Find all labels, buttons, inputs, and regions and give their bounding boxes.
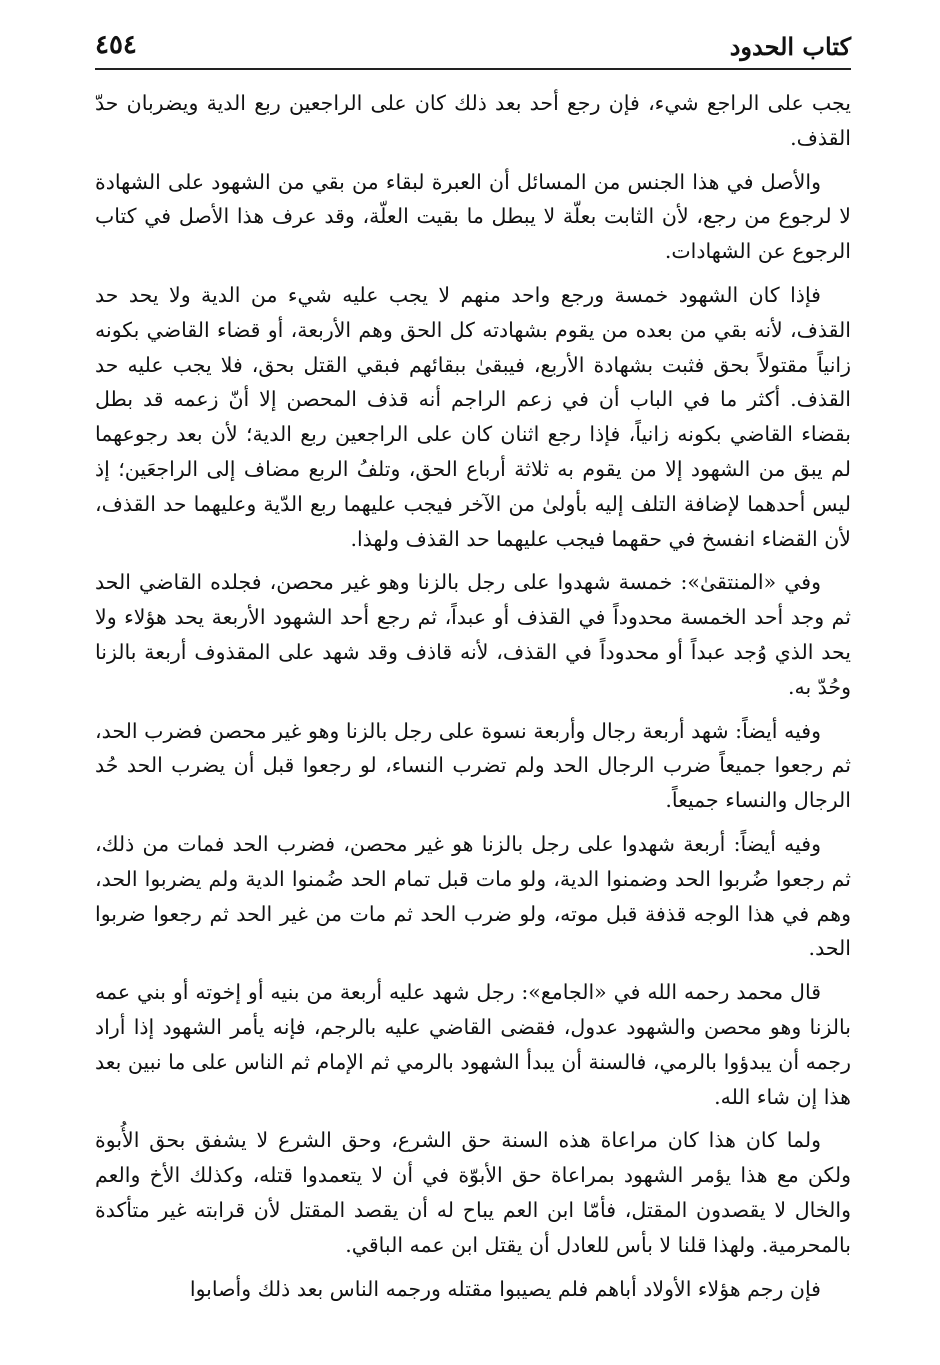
paragraph-4: وفي «المنتقىٰ»: خمسة شهدوا على رجل بالزنا وهو غير محصن، فجلده القاضي الحد ثم وجد أحد الخمسة محدوداً في القذف أو عبداً، ثم رجع أحد الشهود الأربعة يحد هؤلاء ولا يحد الذي وُجد عبداً أو محدوداً في القذف، لأنه قاذف وقد شهد على المقذوف أربعة بالزنا وحُدّ به. <box>95 570 851 699</box>
body-text <box>95 86 851 1315</box>
paragraph-5: وفيه أيضاً: شهد أربعة رجال وأربعة نسوة على رجل بالزنا وهو غير محصن فضرب الحد، ثم رجعوا جميعاً ضرب الرجال الحد ولم تضرب النساء، لو رجعوا قبل أن يضرب الحد حُد الرجال والنساء جميعاً. <box>95 718 851 813</box>
paragraph-7: قال محمد رحمه الله في «الجامع»: رجل شهد عليه أربعة من بنيه أو إخوته أو بني عمه بالزنا وهو محصن والشهود عدول، فقضى القاضي عليه بالرجم، فإنه يأمر الشهود إذا أراد رجمه أن يبدؤوا بالرمي، فالسنة أن يبدأ الشهود بالرمي ثم الإمام ثم الناس على ما نبين بعد هذا إن شاء الله. <box>95 980 851 1109</box>
paragraph-6: وفيه أيضاً: أربعة شهدوا على رجل بالزنا هو غير محصن، فضرب الحد فمات من ذلك، ثم رجعوا ضُربوا الحد وضمنوا الدية، ولو مات قبل تمام الحد ضُمنوا الدية ولم يضربوا الحد، وهم في هذا الوجه قذفة قبل موته، ولو ضرب الحد ثم مات من غير الحد ثم رجعوا ضربوا الحد. <box>95 831 851 961</box>
page-header <box>95 30 851 70</box>
paragraph-1: يجب على الراجع شيء، فإن رجع أحد بعد ذلك كان على الراجعين ربع الدية ويضربان حدّ القذف. <box>95 91 851 150</box>
page-number: ٤٥٤ <box>95 30 137 60</box>
paragraph-9: فإن رجم هؤلاء الأولاد أباهم فلم يصيبوا مقتله ورجمه الناس بعد ذلك وأصابوا <box>189 1276 821 1301</box>
paragraph-8: ولما كان هذا كان مراعاة هذه السنة حق الشرع، وحق الشرع لا يشفق بحق الأُبوة ولكن مع هذا يؤمر الشهود بمراعاة حق الأبوّة في أن لا يتعمدوا قتله، وكذلك الأخ والعم والخال لا يقصدون المقتل، فأمّا ابن العم يباح له أن يقصد المقتل لأن قرابته غير متأكدة بالمحرمية. ولهذا قلنا لا بأس للعادل أن يقتل ابن عمه الباقي. <box>95 1128 851 1257</box>
running-title: كتاب الحدود <box>729 32 851 61</box>
paragraph-3: فإذا كان الشهود خمسة ورجع واحد منهم لا يجب عليه شيء من الدية ولا يحد حد القذف، لأنه بقي من بعده من يقوم بشهادته كل الحق وهم الأربعة، أو قضاء القاضي بكونه زانياً مقتولاً بحق فثبت بشهادة الأربع، فيبقىٰ ببقائهم فبقي القتل بحق، فلا يجب عليه حد القذف. أكثر ما في الباب أن في زعم الراجم أنه قذف المحصن إلا أنّ زعمه قد بطل بقضاء القاضي بكونه زانياً، فإذا رجع اثنان كان على الراجعين ربع الدية؛ لأن بعد رجوعهما لم يبق من الشهود إلا من يقوم به ثلاثة أرباع الحق، وتلفُ الربع مضاف إلى الراجعَين؛ إذ ليس أحدهما لإضافة التلف إليه بأولىٰ من الآخر فيجب عليهما ربع الدّية وعليهما حد القذف، لأن القضاء انفسخ في حقهما فيجب عليهما حد القذف ولهذا. <box>95 282 851 551</box>
paragraph-2: والأصل في هذا الجنس من المسائل أن العبرة لبقاء من بقي من الشهود على الشهادة لا لرجوع من رجع، لأن الثابت بعلّة لا يبطل ما بقيت العلّة، وقد عرف هذا الأصل في كتاب الرجوع عن الشهادات. <box>95 169 851 264</box>
